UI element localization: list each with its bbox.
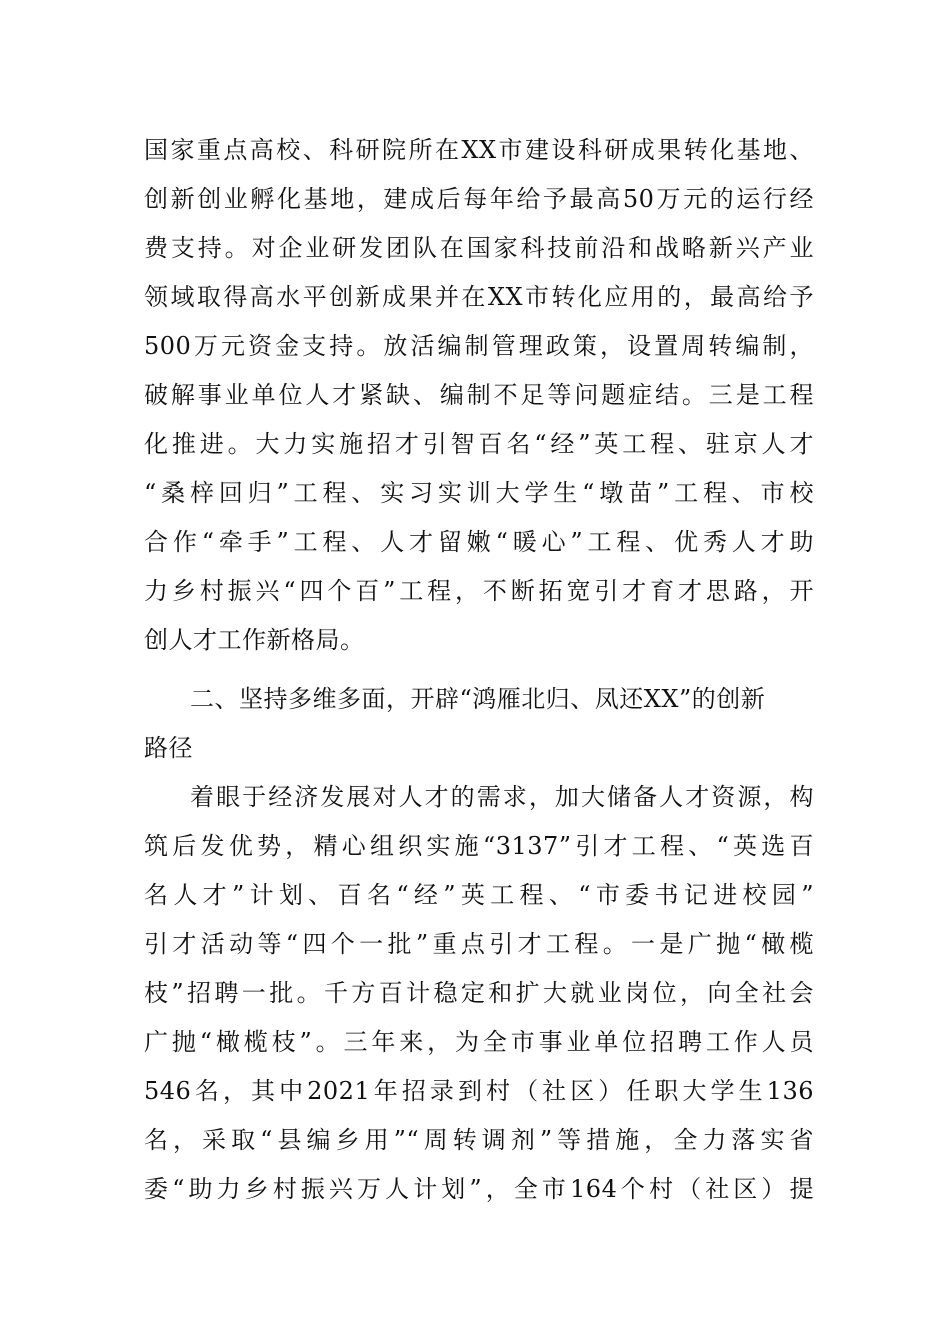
heading-line: 路径 (144, 734, 193, 762)
paragraph-line: 枝”招聘一批。千方百计稳定和扩大就业岗位，向全社会 (144, 979, 814, 1007)
body-paragraph-1 (144, 126, 814, 665)
paragraph-line: 引才活动等“四个一批”重点引才工程。一是广抛“橄榄 (144, 930, 814, 958)
paragraph-line: 广抛“橄榄枝”。三年来，为全市事业单位招聘工作人员 (144, 1028, 814, 1056)
paragraph-line: 领域取得高水平创新成果并在XX市转化应用的，最高给予 (144, 283, 814, 311)
paragraph-line: 500万元资金支持。放活编制管理政策，设置周转编制， (144, 332, 814, 360)
paragraph-line: 委“助力乡村振兴万人计划”，全市164个村（社区）提 (144, 1175, 814, 1203)
paragraph-line: “桑梓回归”工程、实习实训大学生“墩苗”工程、市校 (144, 479, 814, 507)
paragraph-line: 创人才工作新格局。 (144, 626, 365, 654)
paragraph-line: 着眼于经济发展对人才的需求，加大储备人才资源，构 (190, 783, 814, 811)
paragraph-line: 费支持。对企业研发团队在国家科技前沿和战略新兴产业 (144, 234, 814, 262)
section-heading (144, 675, 814, 773)
paragraph-line: 名人才”计划、百名“经”英工程、“市委书记进校园” (144, 881, 814, 909)
paragraph-line: 创新创业孵化基地，建成后每年给予最高50万元的运行经 (144, 185, 814, 213)
paragraph-line: 国家重点高校、科研院所在XX市建设科研成果转化基地、 (144, 136, 814, 164)
paragraph-line: 合作“牵手”工程、人才留嫩“暖心”工程、优秀人才助 (144, 528, 814, 556)
paragraph-line: 力乡村振兴“四个百”工程，不断拓宽引才育才思路，开 (144, 577, 814, 605)
heading-line: 二、坚持多维多面，开辟“鸿雁北归、凤还XX”的创新 (190, 685, 766, 713)
body-paragraph-2 (144, 773, 814, 1214)
paragraph-line: 破解事业单位人才紧缺、编制不足等问题症结。三是工程 (144, 381, 814, 409)
paragraph-line: 筑后发优势，精心组织实施“3137”引才工程、“英选百 (144, 832, 814, 860)
paragraph-line: 化推进。大力实施招才引智百名“经”英工程、驻京人才 (144, 430, 814, 458)
paragraph-line: 546名，其中2021年招录到村（社区）任职大学生136 (144, 1077, 814, 1105)
paragraph-line: 名，采取“县编乡用”“周转调剂”等措施，全力落实省 (144, 1126, 814, 1154)
